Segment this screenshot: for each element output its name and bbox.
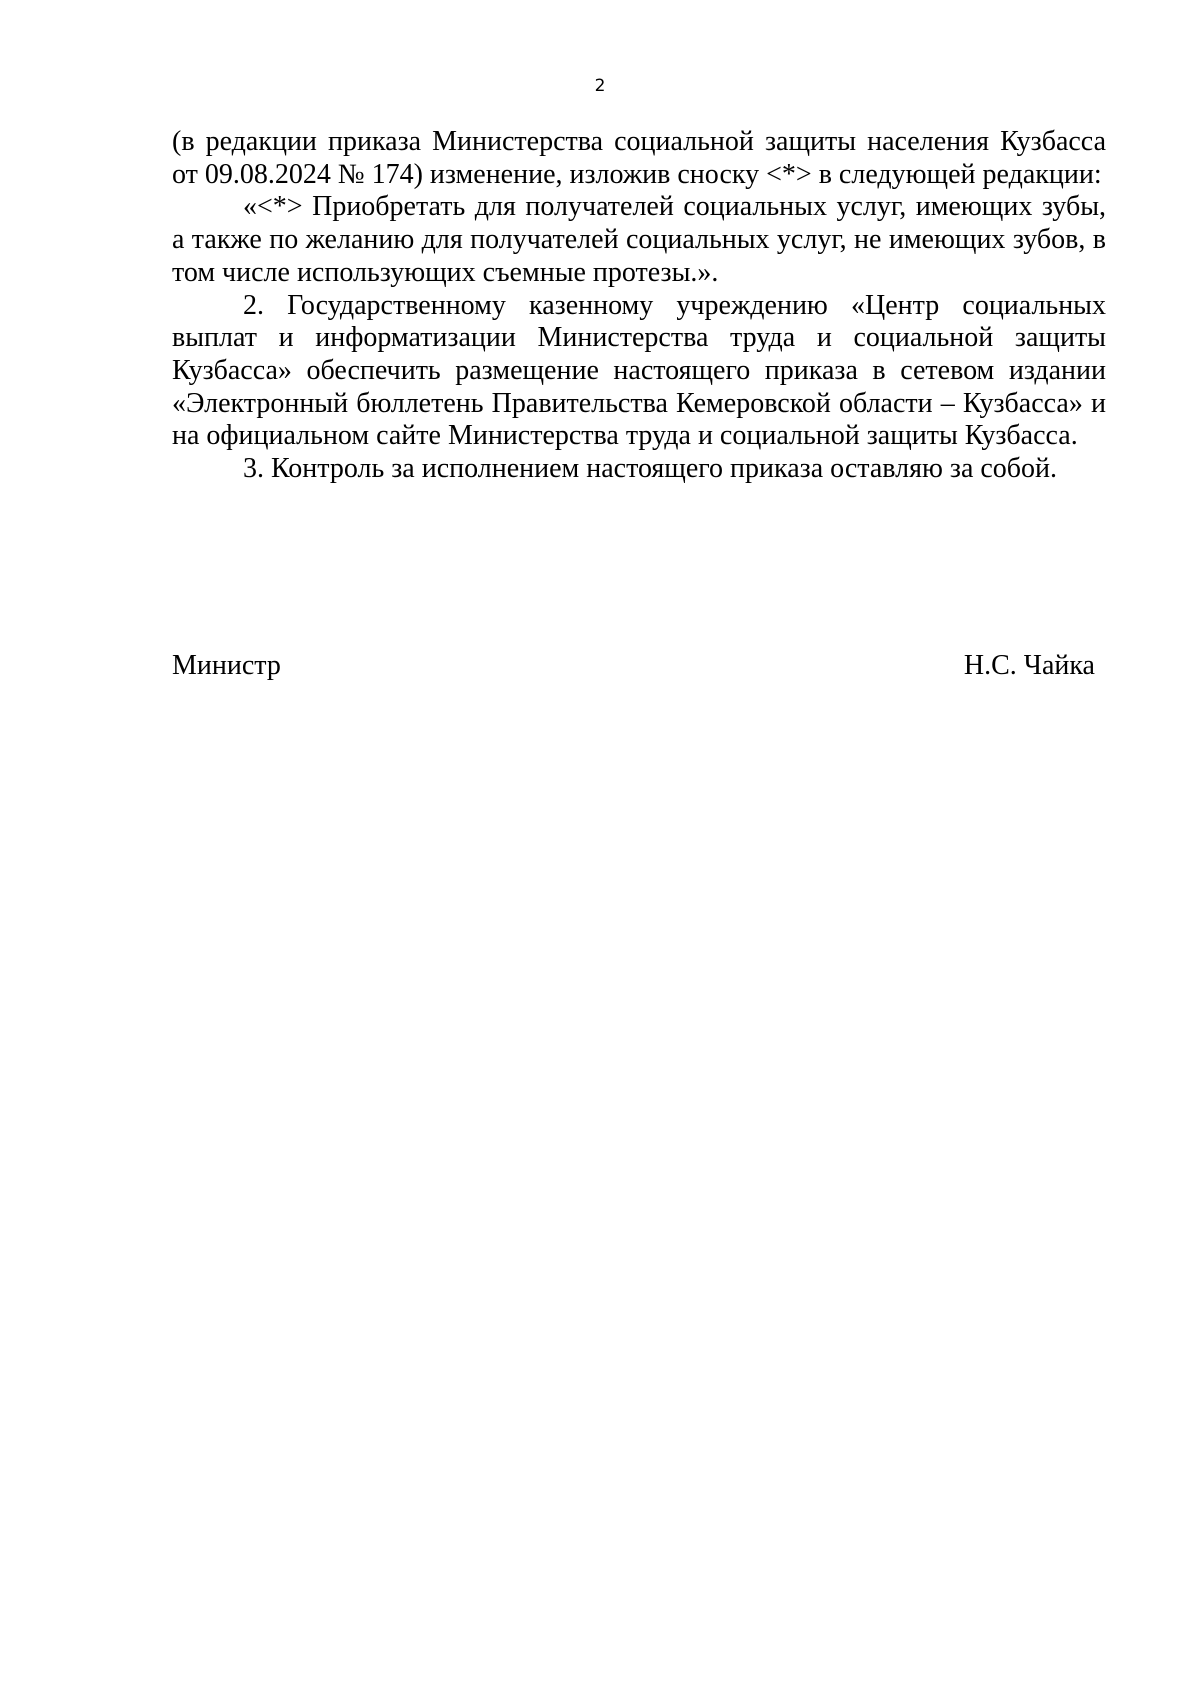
paragraph-footnote-quote: «<*> Приобретать для получателей социальных услуг, имеющих зубы, а также по желанию для получателей социальных услуг, не имеющих зубов, в том числе использующих съемные протезы.». xyxy=(172,191,1106,288)
paragraph-amendment-continuation: (в редакции приказа Министерства социальной защиты населения Кузбасса от 09.08.2024 № 174) изменение, изложив сноску <*> в следующей редакции: xyxy=(172,126,1106,190)
signature-position: Министр xyxy=(172,650,281,681)
document-body xyxy=(172,126,1106,486)
paragraph-item-2: 2. Государственному казенному учреждению «Центр социальных выплат и информатизации Министерства труда и социальной защиты Кузбасса» обеспечить размещение настоящего приказа в сетевом издании «Электронный бюллетень Правительства Кемеровской области – Кузбасса» и на официальном сайте Министерства труда и социальной защиты Кузбасса. xyxy=(172,289,1106,452)
page-number: 2 xyxy=(594,76,606,96)
paragraph-item-3: 3. Контроль за исполнением настоящего приказа оставляю за собой. xyxy=(243,453,1058,485)
signature-name: Н.С. Чайка xyxy=(963,650,1095,681)
